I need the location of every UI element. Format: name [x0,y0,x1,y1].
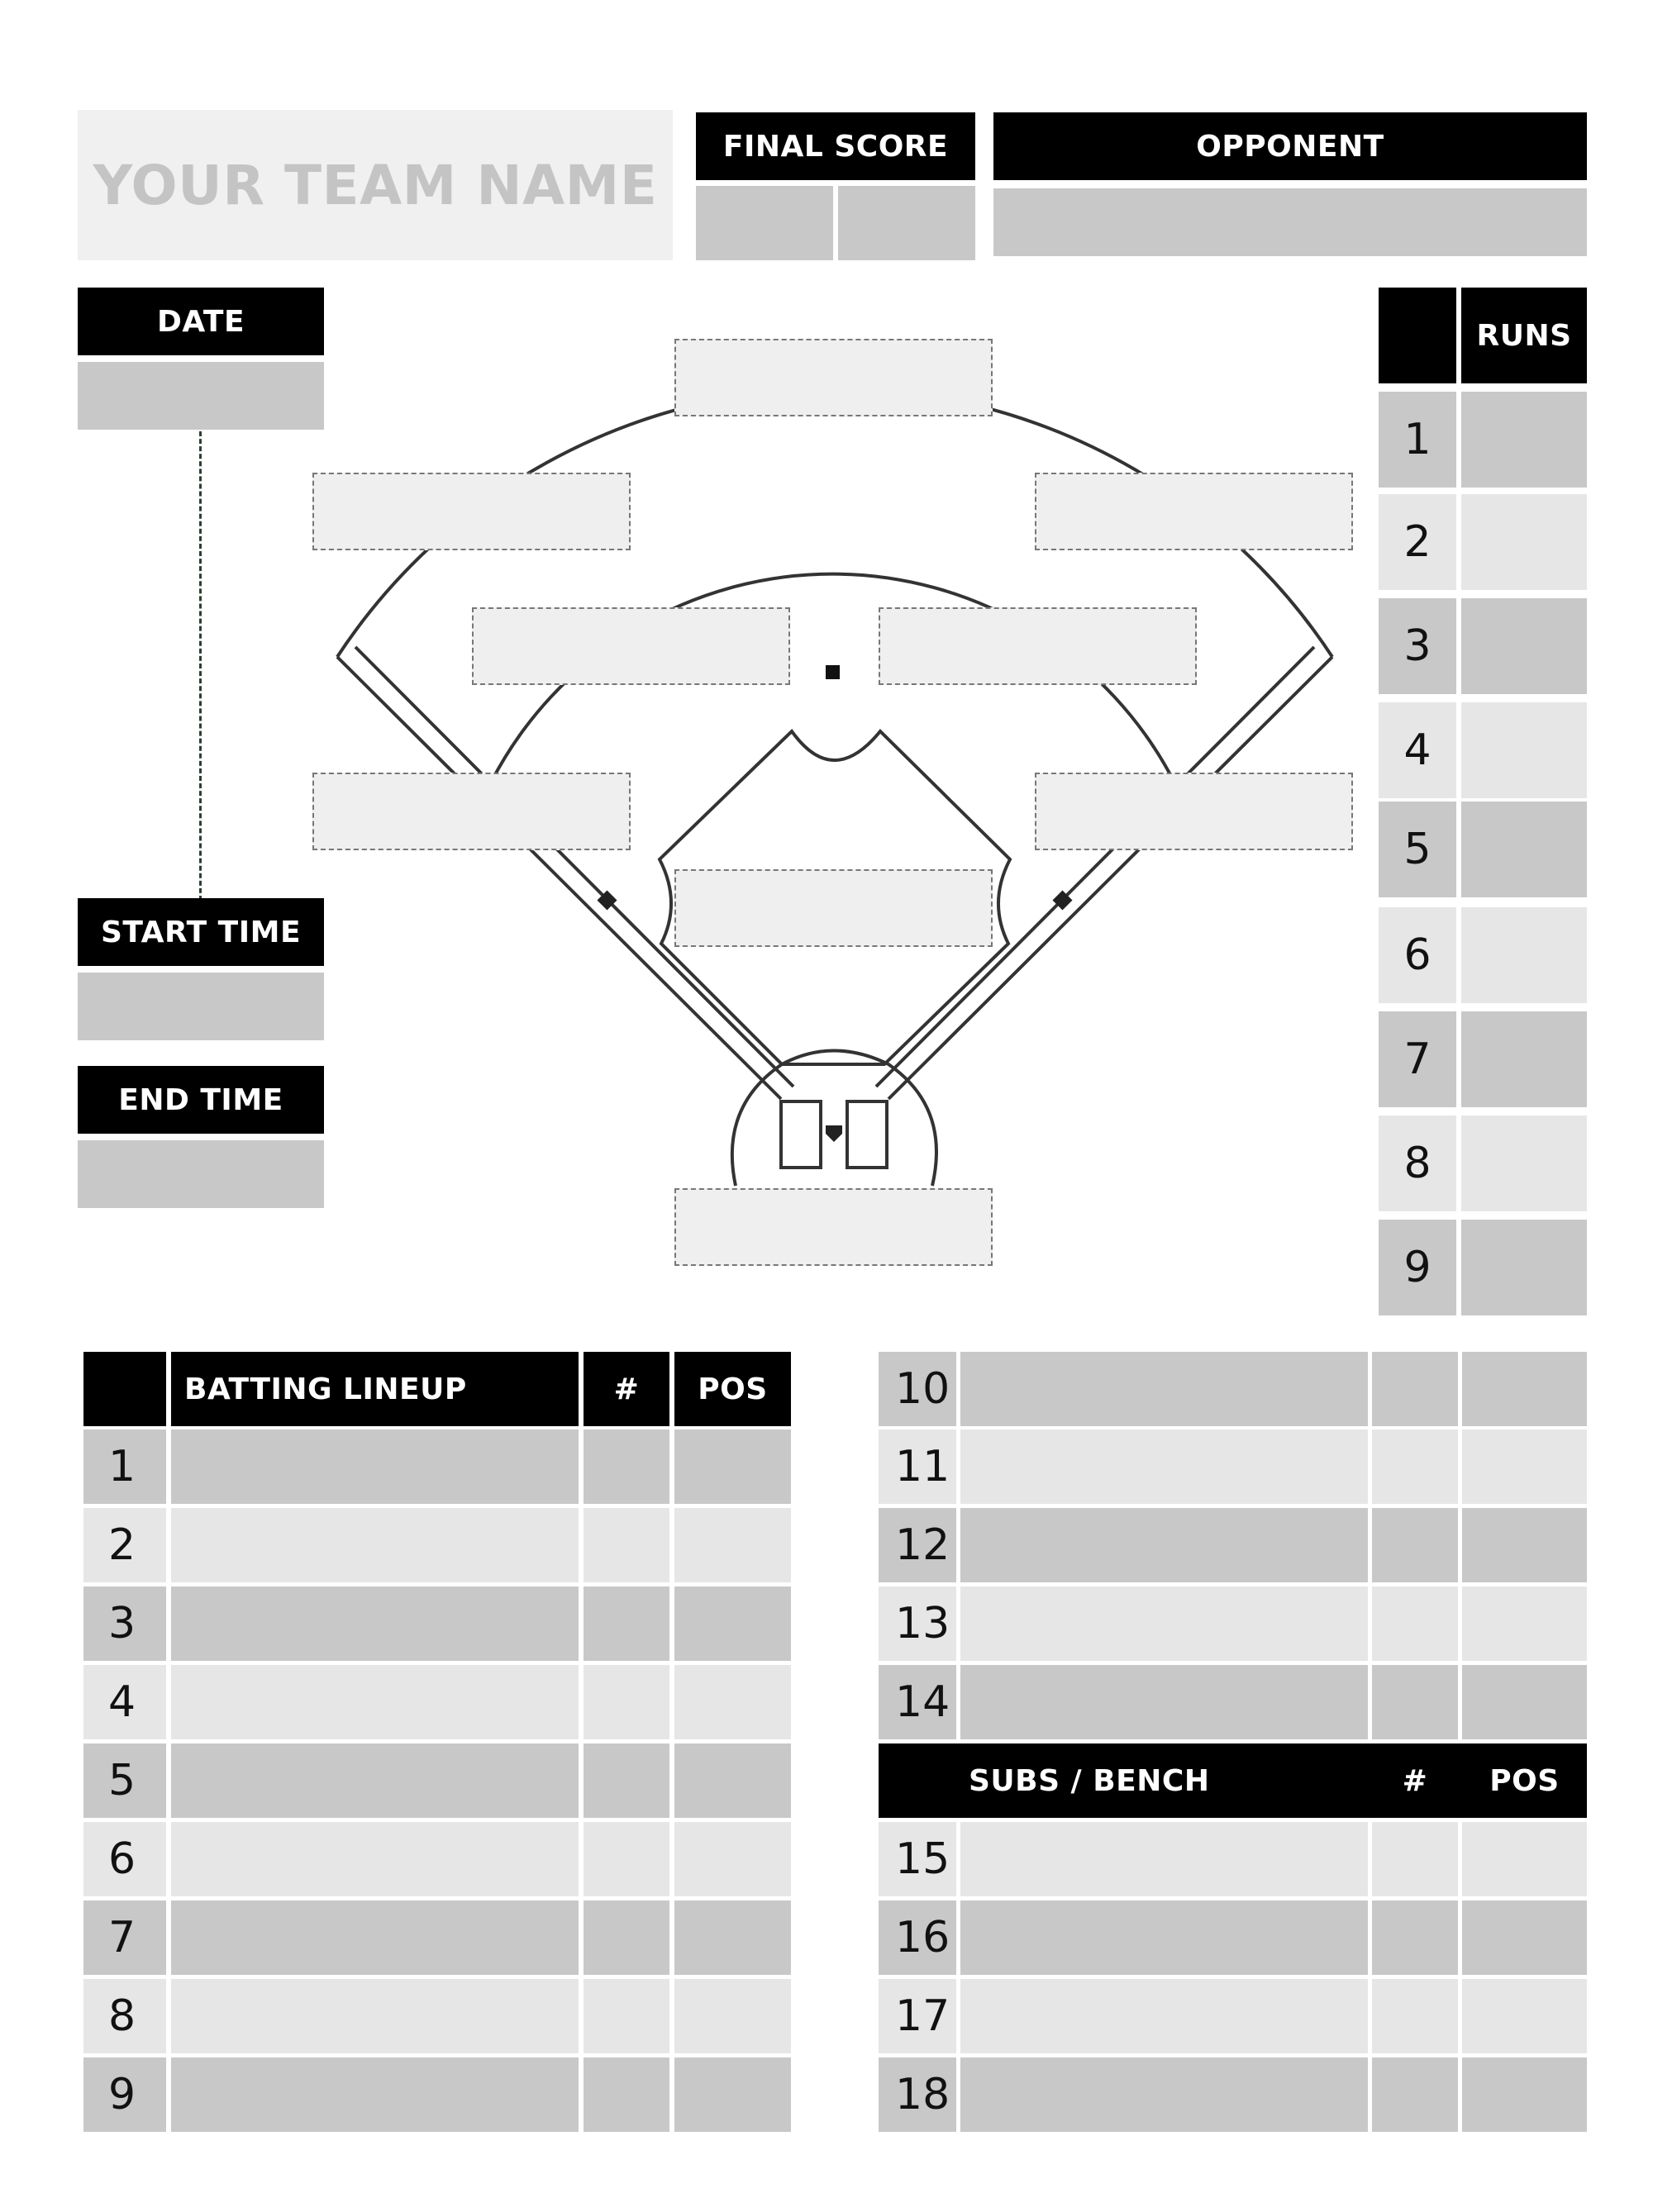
inning-number: 6 [1379,907,1456,1003]
batting-lineup-header: BATTING LINEUP [171,1352,579,1426]
lineup-jersey-number-field[interactable] [584,1743,669,1818]
lineup-order-number: 4 [83,1665,166,1739]
lineup-jersey-number-field[interactable] [584,1979,669,2053]
home-plate [826,1125,842,1142]
inning-number: 1 [1379,392,1456,488]
lineup-order-number: 8 [83,1979,166,2053]
inning-runs-field[interactable] [1461,598,1587,694]
bench-player-name-field[interactable] [960,2057,1368,2132]
lineup-order-number: 13 [879,1586,956,1661]
lineup-jersey-number-field[interactable] [584,1822,669,1896]
lineup-corner-header [83,1352,166,1426]
lineup-number-header: # [584,1352,669,1426]
lineup-player-name-field[interactable] [171,1586,579,1661]
subs-bench-header: SUBS / BENCH [969,1763,1210,1798]
lineup-order-number: 6 [83,1822,166,1896]
lineup-order-number: 14 [879,1665,956,1739]
position-left-field[interactable] [312,473,631,550]
lineup-position-field[interactable] [1462,1586,1587,1661]
bench-player-name-field[interactable] [960,1979,1368,2053]
inning-runs-field[interactable] [1461,1220,1587,1315]
inning-runs-field[interactable] [1461,392,1587,488]
runs-header: RUNS [1461,288,1587,383]
bench-jersey-number-field[interactable] [1372,1979,1458,2053]
position-center-field[interactable] [674,339,993,416]
lineup-position-field[interactable] [674,1586,791,1661]
inning-runs-field[interactable] [1461,494,1587,590]
runs-corner-header [1379,288,1456,383]
lineup-jersey-number-field[interactable] [1372,1665,1458,1739]
lineup-position-field[interactable] [674,1900,791,1975]
lineup-jersey-number-field[interactable] [584,1665,669,1739]
lineup-order-number: 11 [879,1429,956,1504]
lineup-order-number: 12 [879,1508,956,1582]
bench-row-number: 16 [879,1900,956,1975]
inning-number: 7 [1379,1011,1456,1107]
bench-jersey-number-field[interactable] [1372,2057,1458,2132]
lineup-position-header: POS [674,1352,791,1426]
lineup-order-number: 9 [83,2057,166,2132]
lineup-position-field[interactable] [674,1665,791,1739]
bench-position-header: POS [1489,1763,1560,1798]
lineup-order-number: 7 [83,1900,166,1975]
opponent-label: OPPONENT [993,112,1587,180]
lineup-order-number: 3 [83,1586,166,1661]
bench-player-name-field[interactable] [960,1822,1368,1896]
lineup-position-field[interactable] [674,1508,791,1582]
lineup-player-name-field[interactable] [171,2057,579,2132]
lineup-jersey-number-field[interactable] [1372,1429,1458,1504]
position-shortstop[interactable] [472,607,790,685]
inning-number: 4 [1379,702,1456,798]
team-name-field[interactable]: YOUR TEAM NAME [78,110,673,260]
position-catcher[interactable] [674,1188,993,1266]
inning-number: 5 [1379,802,1456,897]
bench-position-field[interactable] [1462,2057,1587,2132]
lineup-order-number: 5 [83,1743,166,1818]
final-score-label: FINAL SCORE [696,112,975,180]
lineup-jersey-number-field[interactable] [584,1508,669,1582]
inning-runs-field[interactable] [1461,907,1587,1003]
lineup-player-name-field[interactable] [960,1508,1368,1582]
lineup-player-name-field[interactable] [960,1429,1368,1504]
pitchers-rubber [826,665,840,679]
bench-jersey-number-field[interactable] [1372,1822,1458,1896]
bench-player-name-field[interactable] [960,1900,1368,1975]
lineup-order-number: 10 [879,1352,956,1426]
lineup-position-field[interactable] [674,1979,791,2053]
lineup-position-field[interactable] [1462,1508,1587,1582]
lineup-jersey-number-field[interactable] [584,1586,669,1661]
bench-row-number: 17 [879,1979,956,2053]
left-batters-box [781,1101,821,1168]
lineup-player-name-field[interactable] [960,1352,1368,1426]
position-second-base[interactable] [879,607,1197,685]
inning-runs-field[interactable] [1461,1116,1587,1211]
bench-row-number: 18 [879,2057,956,2132]
lineup-player-name-field[interactable] [171,1979,579,2053]
position-right-field[interactable] [1035,473,1353,550]
lineup-position-field[interactable] [674,1743,791,1818]
lineup-position-field[interactable] [674,1822,791,1896]
bench-position-field[interactable] [1462,1979,1587,2053]
lineup-player-name-field[interactable] [171,1508,579,1582]
inning-runs-field[interactable] [1461,702,1587,798]
lineup-position-field[interactable] [1462,1429,1587,1504]
inning-number: 3 [1379,598,1456,694]
bench-row-number: 15 [879,1822,956,1896]
lineup-jersey-number-field[interactable] [1372,1352,1458,1426]
inning-number: 9 [1379,1220,1456,1315]
lineup-player-name-field[interactable] [171,1743,579,1818]
end-time-label: END TIME [78,1066,324,1134]
lineup-order-number: 1 [83,1429,166,1504]
lineup-player-name-field[interactable] [960,1665,1368,1739]
lineup-jersey-number-field[interactable] [1372,1586,1458,1661]
bench-number-header: # [1402,1763,1428,1798]
lineup-player-name-field[interactable] [960,1586,1368,1661]
position-third-base[interactable] [312,773,631,850]
lineup-jersey-number-field[interactable] [584,2057,669,2132]
lineup-jersey-number-field[interactable] [584,1429,669,1504]
start-time-label: START TIME [78,898,324,966]
date-label: DATE [78,288,324,355]
lineup-player-name-field[interactable] [171,1429,579,1504]
lineup-position-field[interactable] [1462,1352,1587,1426]
inning-runs-field[interactable] [1461,802,1587,897]
home-plate-circle [732,1051,936,1187]
bench-position-field[interactable] [1462,1900,1587,1975]
inning-runs-field[interactable] [1461,1011,1587,1107]
lineup-player-name-field[interactable] [171,1822,579,1896]
lineup-order-number: 2 [83,1508,166,1582]
lineup-position-field[interactable] [674,2057,791,2132]
right-batters-box [847,1101,887,1168]
lineup-jersey-number-field[interactable] [584,1900,669,1975]
lineup-position-field[interactable] [1462,1665,1587,1739]
lineup-position-field[interactable] [674,1429,791,1504]
position-first-base[interactable] [1035,773,1353,850]
bench-jersey-number-field[interactable] [1372,1900,1458,1975]
bench-position-field[interactable] [1462,1822,1587,1896]
inning-number: 2 [1379,494,1456,590]
lineup-player-name-field[interactable] [171,1665,579,1739]
lineup-player-name-field[interactable] [171,1900,579,1975]
lineup-jersey-number-field[interactable] [1372,1508,1458,1582]
inning-number: 8 [1379,1116,1456,1211]
position-pitcher[interactable] [674,869,993,947]
